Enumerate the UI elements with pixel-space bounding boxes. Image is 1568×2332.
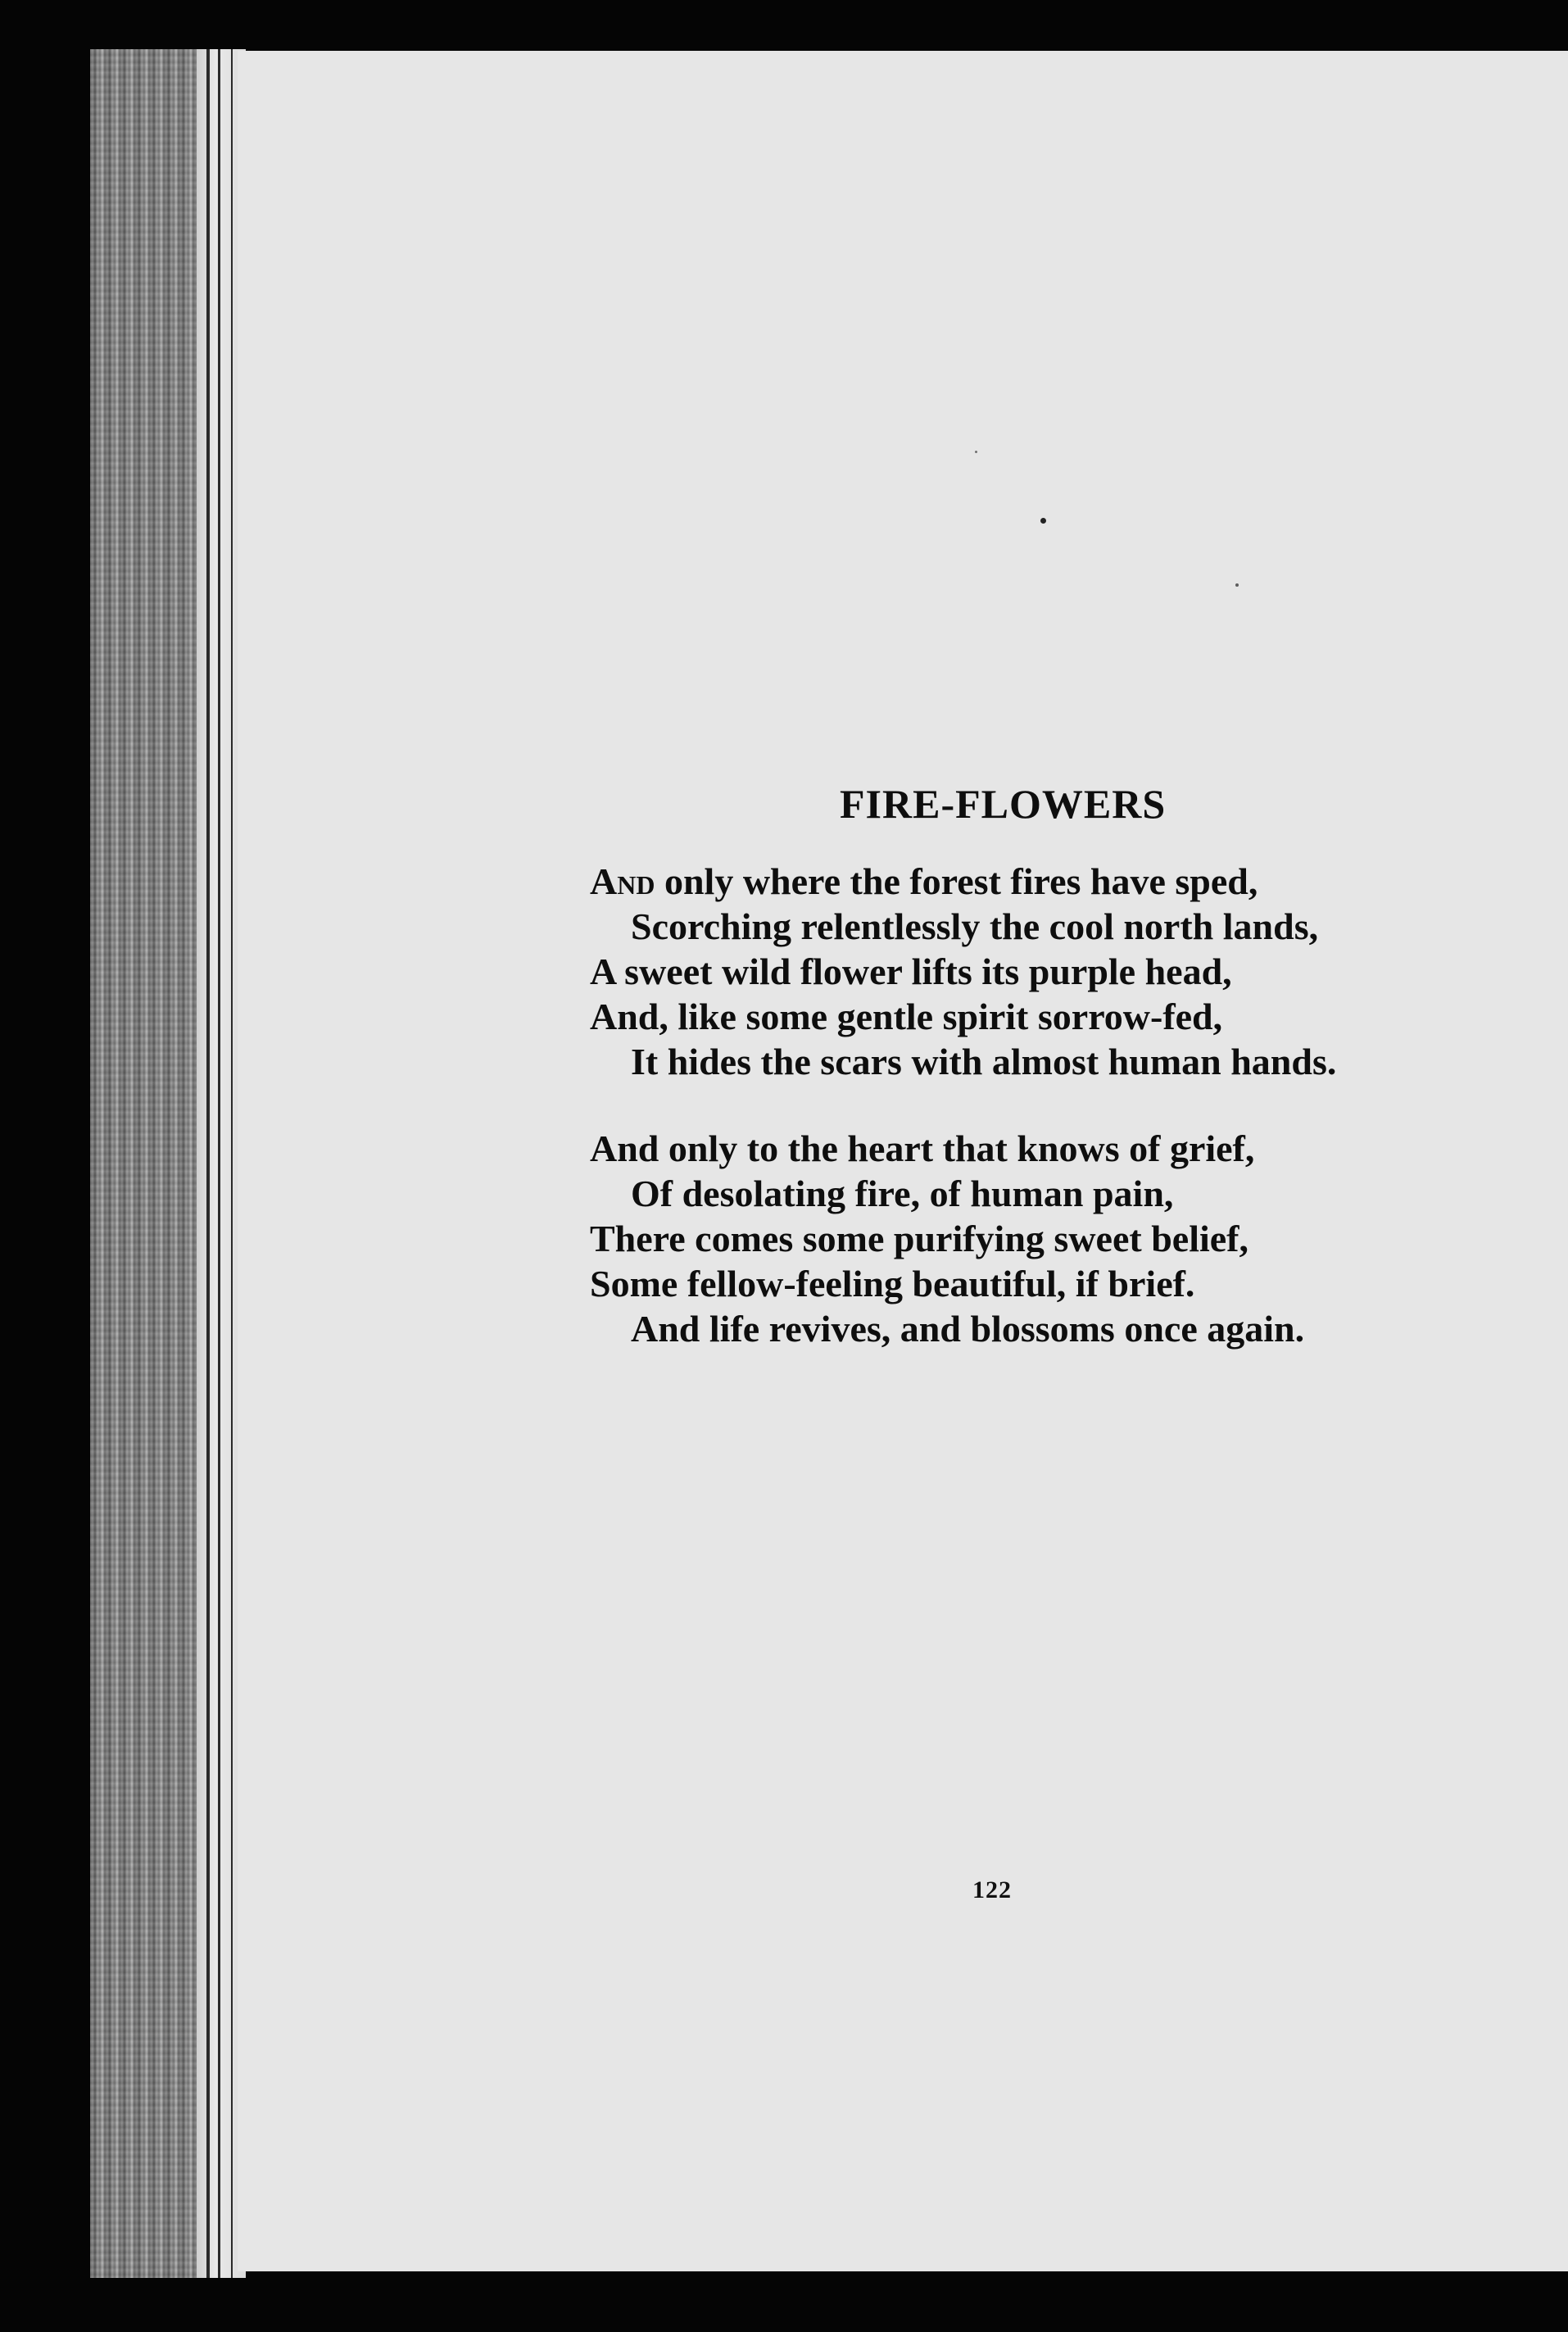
poem-line: And, like some gentle spirit sorrow-fed, xyxy=(590,996,1223,1037)
stanza xyxy=(590,1126,1336,1351)
poem-line: Scorching relentlessly the cool north lands, xyxy=(631,905,1319,947)
page-speck xyxy=(975,451,977,453)
poem-line: There comes some purifying sweet belief, xyxy=(590,1218,1249,1259)
poem-body xyxy=(590,859,1336,1393)
poem-line: It hides the scars with almost human hands. xyxy=(631,1041,1337,1082)
poem-line: Some fellow-feeling beautiful, if brief. xyxy=(590,1263,1195,1304)
poem-line: Of desolating fire, of human pain, xyxy=(631,1173,1174,1214)
page-number: 122 xyxy=(972,1876,1012,1903)
gutter-line xyxy=(231,49,233,2278)
poem-line: And only to the heart that knows of grief, xyxy=(590,1127,1255,1169)
gutter-line xyxy=(206,49,210,2278)
stanza xyxy=(590,859,1336,1084)
page-speck xyxy=(1235,583,1239,587)
gutter-line xyxy=(218,49,220,2278)
page-speck xyxy=(1040,518,1046,524)
poem-line xyxy=(590,859,1336,904)
line-text: only where the forest fires have sped, xyxy=(655,860,1258,902)
initial-word: And xyxy=(590,860,655,902)
poem-title: FIRE-FLOWERS xyxy=(840,781,1167,827)
poem-line: And life revives, and blossoms once again. xyxy=(631,1308,1305,1350)
poem-line: A sweet wild flower lifts its purple head, xyxy=(590,950,1232,992)
